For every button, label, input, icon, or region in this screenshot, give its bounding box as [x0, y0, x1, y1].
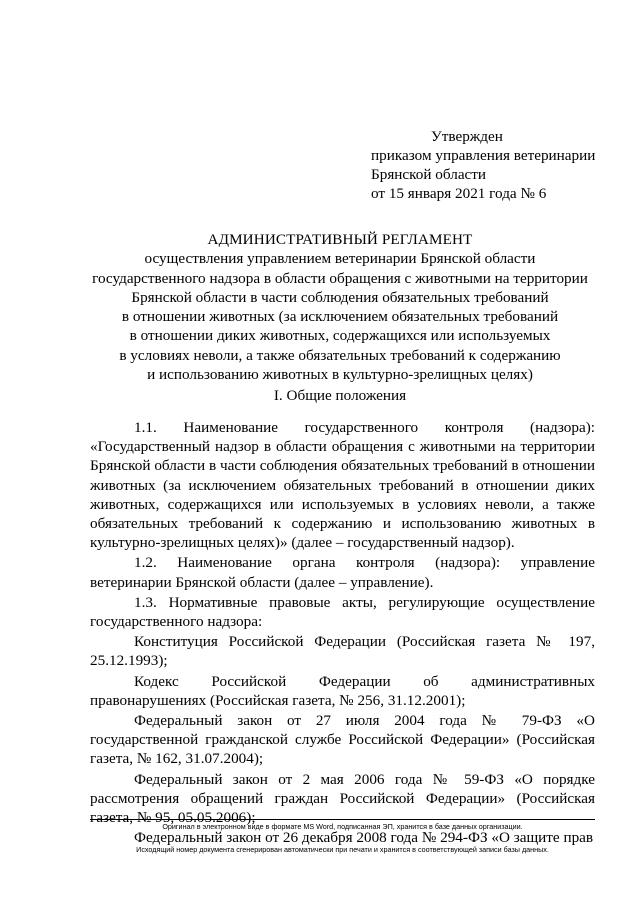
title-line: осуществления управлением ветеринарии Брянской области [144, 250, 536, 268]
title-line: в отношении диких животных, содержащихся или используемых [129, 327, 551, 345]
section-heading: I. Общие положения [273, 387, 407, 404]
footer-number-note: Исходящий номер документа сгенерирован автоматически при печати и хранится в соответствующей записи базы данных. [136, 845, 549, 854]
paragraph: 1.3. Нормативные правовые акты, регулирующие осуществление государственного надзора: [90, 593, 595, 631]
paragraph: 1.2. Наименование органа контроля (надзора): управление ветеринарии Брянской области (далее – управление). [90, 554, 595, 591]
document-title [90, 230, 590, 384]
paragraph: Федеральный закон от 2 мая 2006 года № 59-ФЗ «О порядке рассмотрения обращений граждан Российской Федерации» (Российская газета, № 95, 05.05.2006); [90, 770, 595, 827]
title-line: в условиях неволи, а также обязательных требований к содержанию [119, 346, 561, 364]
paragraph: Кодекс Российской Федерации об административных правонарушениях (Российская газета, № 256, 31.12.2001); [90, 672, 595, 709]
paragraph: Федеральный закон от 27 июля 2004 года № 79-ФЗ «О государственной гражданской службе Российской Федерации» (Российская газета, № 162, 31.07.2004); [90, 712, 595, 768]
title-line: и использованию животных в культурно-зрелищных целях) [147, 366, 533, 384]
paragraph: 1.1. Наименование государственного контроля (надзора): «Государственный надзор в области обращения с животными на территории Брянской области в части соблюдения обязательных требований в отношении животных (за исключением обязательных требований в отношении диких животных, содержащихся или используемых в условиях неволи, а также обязательных требований к содержанию и использованию животных в культурно-зрелищных целях)» (далее – государственный надзор). [90, 419, 595, 552]
approval-block [371, 127, 616, 203]
paragraph: Федеральный закон от 26 декабря 2008 года № 294-ФЗ «О защите прав [134, 829, 594, 847]
footer-divider [90, 819, 595, 820]
paragraph: Конституция Российской Федерации (Российская газета № 197, 25.12.1993); [90, 633, 595, 670]
footer-original-note: Оригинал в электронном виде в формате MS Word, подписанная ЭП, хранится в базе данных организации. [162, 822, 523, 831]
title-line: государственного надзора в области обращения с животными на территории [92, 269, 588, 287]
title-line: Брянской области в части соблюдения обязательных требований [131, 288, 549, 306]
approval-line-4: от 15 января 2021 года № 6 [371, 185, 547, 202]
approval-line-2: приказом управления ветеринарии [371, 147, 596, 164]
title-line: в отношении животных (за исключением обязательных требований [121, 308, 559, 326]
approval-line-1: Утвержден [431, 128, 503, 145]
title-main: АДМИНИСТРАТИВНЫЙ РЕГЛАМЕНТ [207, 231, 473, 248]
approval-line-3: Брянской области [371, 166, 487, 183]
document-body [90, 418, 595, 848]
